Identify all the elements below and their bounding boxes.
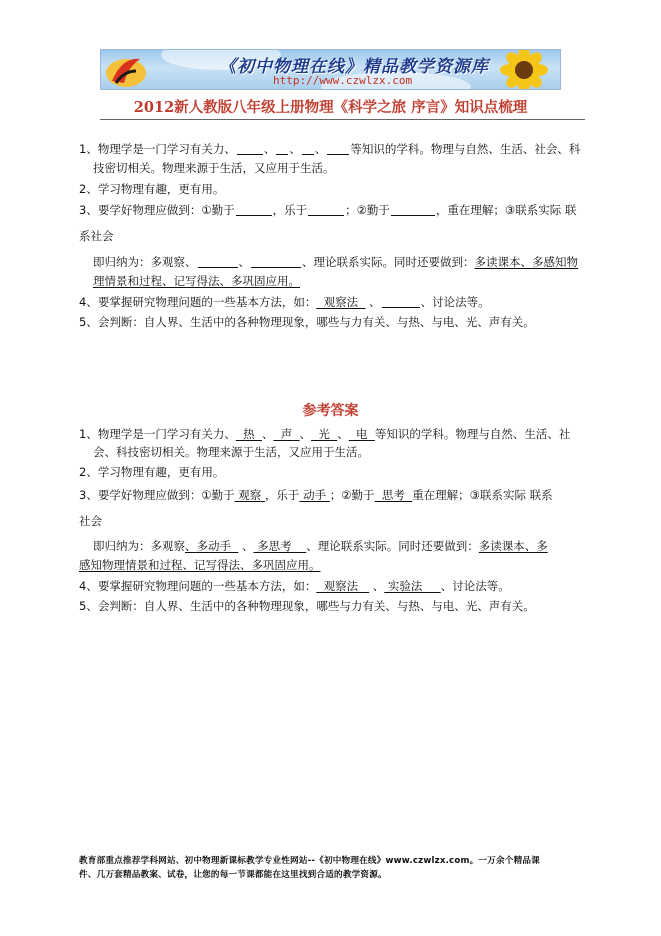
question-1-line2: 技密切相关。物理来源于生活，又应用于生活。 bbox=[93, 161, 335, 175]
sunflower-icon bbox=[494, 49, 554, 90]
site-logo-icon bbox=[104, 51, 148, 89]
question-2: 2、学习物理有趣，更有用。 bbox=[79, 182, 225, 196]
answer-2: 2、学习物理有趣，更有用。 bbox=[79, 465, 225, 479]
answer-3b: 即归纳为：多观察、多动手 、 多思考 、理论联系实际。同时还要做到：多读课本、多 bbox=[93, 539, 548, 553]
question-1: 1、物理学是一门学习有关力、 、 、 、 等知识的学科。物理与自然、生活、社会、科 bbox=[79, 142, 581, 156]
question-3b: 即归纳为：多观察、 、 、理论联系实际。同时还要做到：多读课本、多感知物 bbox=[93, 255, 578, 269]
answer-3: 3、要学好物理应做到：①勤于 观察 ，乐于 动手 ；②勤于 思考 重在理解；③联系实际 联系 bbox=[79, 488, 553, 502]
answers-heading: 参考答案 bbox=[302, 403, 359, 419]
title-divider bbox=[100, 119, 585, 120]
question-3b-line2: 理情景和过程、记写得法、多巩固应用。 bbox=[93, 274, 300, 288]
question-4: 4、要掌握研究物理问题的一些基本方法，如： 观察法 、 、讨论法等。 bbox=[79, 295, 490, 309]
page-footer bbox=[79, 854, 599, 882]
question-3: 3、要学好物理应做到：①勤于 ，乐于 ；②勤于 ，重在理解；③联系实际 联 bbox=[79, 203, 577, 217]
question-5: 5、会判断：自人界、生活中的各种物理现象，哪些与力有关、与热、与电、光、声有关。 bbox=[79, 315, 535, 329]
footer-line-1: 教育部重点推荐学科网站、初中物理新课标教学专业性网站--《初中物理在线》www.czwlzx.com。一万余个精品课 bbox=[79, 856, 540, 866]
question-3-line2: 系社会 bbox=[79, 229, 114, 243]
answer-4: 4、要掌握研究物理问题的一些基本方法，如： 观察法 、 实验法 、讨论法等。 bbox=[79, 579, 510, 593]
answer-5: 5、会判断：自人界、生活中的各种物理现象，哪些与力有关、与热、与电、光、声有关。 bbox=[79, 599, 535, 613]
answer-1-line2: 会、科技密切相关。物理来源于生活，又应用于生活。 bbox=[93, 445, 369, 459]
answer-1: 1、物理学是一门学习有关力、 热 、 声 、 光 、 电 等知识的学科。物理与自然、生活、社 bbox=[79, 427, 571, 441]
answer-3-line2: 社会 bbox=[79, 514, 102, 528]
document-title: 2012新人教版八年级上册物理《科学之旅 序言》知识点梳理 bbox=[133, 99, 528, 116]
footer-line-2: 件、几万套精品教案、试卷，让您的每一节课都能在这里找到合适的教学资源。 bbox=[79, 870, 387, 880]
banner-title: 《初中物理在线》精品教学资源库 bbox=[219, 57, 489, 77]
header-banner bbox=[100, 49, 561, 90]
banner-url: http://www.czwlzx.com bbox=[273, 74, 413, 87]
answer-3b-line2: 感知物理情景和过程、记写得法、多巩固应用。 bbox=[79, 558, 321, 572]
